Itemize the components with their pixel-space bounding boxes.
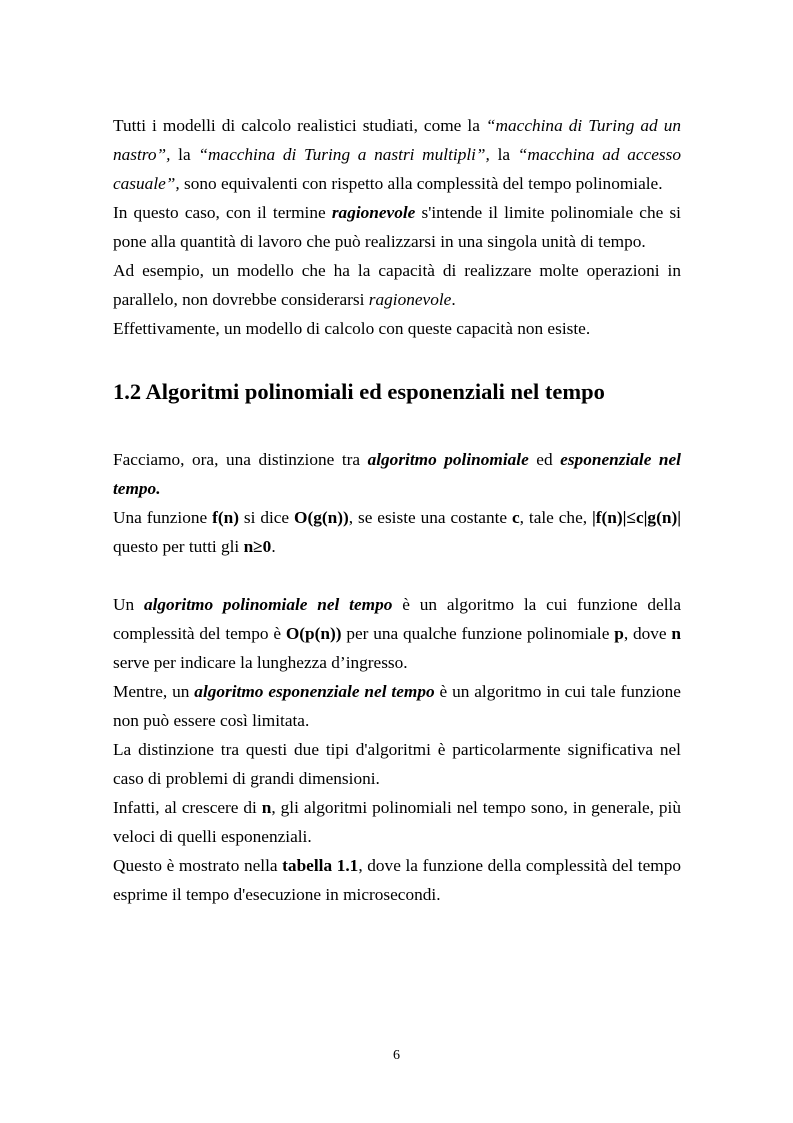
text-run: è un algoritmo la cui funzione della complessità del tempo è [113, 595, 681, 643]
text-run: per una qualche funzione polinomiale [341, 624, 615, 643]
text-run: tabella 1.1 [282, 856, 359, 875]
text-run: “macchina ad accesso casuale”, [113, 145, 681, 193]
text-run: Una funzione [113, 508, 213, 527]
text-run: , gli algoritmi polinomiali nel tempo sono, in generale, più veloci di quelli esponenziali. [113, 798, 681, 846]
text-run: ragionevole [331, 203, 416, 222]
paragraph-polynomial-algorithm [113, 590, 681, 677]
text-run: Tutti i modelli di calcolo realistici studiati, come la [113, 116, 486, 135]
text-run: questo per tutti gli [113, 537, 244, 556]
text-run: si dice [238, 508, 295, 527]
text-run: c [512, 508, 520, 527]
text-run: Facciamo, ora, una distinzione tra [113, 450, 368, 469]
text-run: , tale che, [519, 508, 592, 527]
text-run: Infatti, al crescere di [113, 798, 262, 817]
text-run: , se esiste una costante [348, 508, 512, 527]
text-run: f(n) [212, 508, 239, 527]
text-run: n [261, 798, 272, 817]
page-content [113, 111, 681, 909]
text-run: n [671, 624, 681, 643]
text-run: esponenziale nel tempo. [113, 450, 681, 498]
text-run: sono equivalenti con rispetto alla complessità del tempo polinomiale. [179, 174, 663, 193]
text-run: algoritmo esponenziale nel tempo [194, 682, 435, 701]
text-run: Effettivamente, un modello di calcolo con queste capacità non esiste. [113, 319, 591, 338]
text-run: ragionevole [368, 290, 452, 309]
paragraph-table-reference [113, 851, 681, 909]
text-run: ed [528, 450, 561, 469]
text-run: O(g(n)) [294, 508, 349, 527]
paragraph-models [113, 111, 681, 198]
text-run: è un algoritmo in cui tale funzione non può essere così limitata. [113, 682, 681, 730]
text-run: , dove [623, 624, 672, 643]
paragraph-faster [113, 793, 681, 851]
text-run: algoritmo polinomiale nel tempo [143, 595, 393, 614]
text-run: |f(n)|≤c|g(n)| [591, 508, 681, 527]
text-run: n≥0 [243, 537, 272, 556]
paragraph-distinction [113, 445, 681, 503]
page-number: 6 [393, 1048, 400, 1063]
text-run: p [614, 624, 624, 643]
text-run: , dove la funzione della complessità del tempo esprime il tempo d'esecuzione in microsecondi. [113, 856, 681, 904]
section-heading: 1.2 Algoritmi polinomiali ed esponenziali nel tempo [113, 379, 605, 404]
paragraph-big-o-definition [113, 503, 681, 561]
text-run: s'intende il limite polinomiale che si pone alla quantità di lavoro che può realizzarsi in una singola unità di tempo. [113, 203, 681, 251]
text-run: O(p(n)) [285, 624, 342, 643]
text-run: Un [113, 595, 144, 614]
paragraph-reasonable [113, 198, 681, 256]
text-run: Mentre, un [113, 682, 195, 701]
text-run: La distinzione tra questi due tipi d'algoritmi è particolarmente significativa nel caso di problemi di grandi dimensioni. [113, 740, 681, 788]
text-run: la [489, 145, 518, 164]
text-run: serve per indicare la lunghezza d’ingresso. [113, 653, 408, 672]
text-run: In questo caso, con il termine [113, 203, 332, 222]
paragraph-parallel [113, 256, 681, 314]
text-run: algoritmo polinomiale [367, 450, 529, 469]
text-run: “macchina di Turing a nastri multipli”, [198, 145, 490, 164]
text-run: Ad esempio, un modello che ha la capacità di realizzare molte operazioni in parallelo, non dovrebbe considerarsi [113, 261, 681, 309]
paragraph-exponential-algorithm [113, 677, 681, 735]
paragraph-significance [113, 735, 681, 793]
text-run: la [170, 145, 199, 164]
text-run: . [271, 537, 276, 556]
text-run: “macchina di Turing ad un nastro”, [113, 116, 682, 164]
text-run: . [451, 290, 456, 309]
text-run: Questo è mostrato nella [113, 856, 283, 875]
paragraph-effectively [113, 314, 681, 343]
